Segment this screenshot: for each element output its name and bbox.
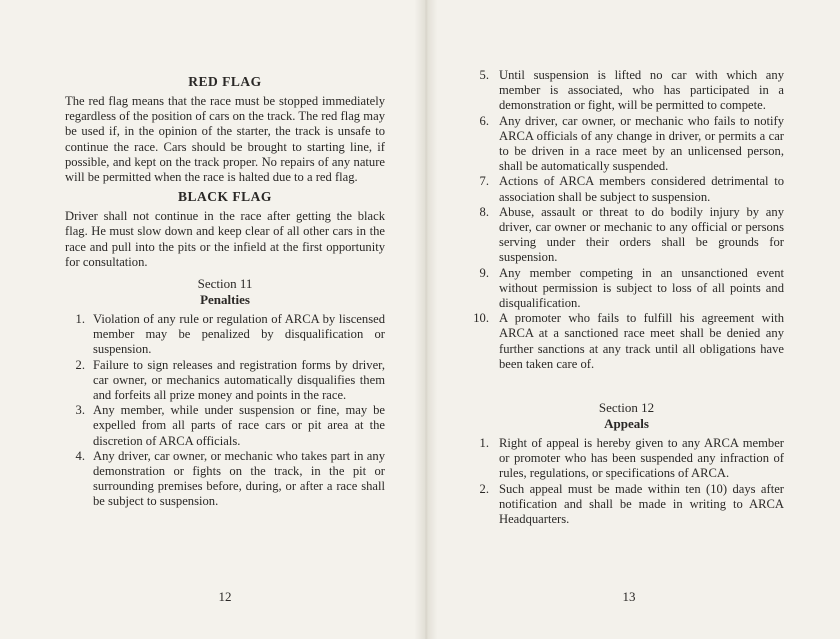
list-item-text: Failure to sign releases and registration forms by driver, car owner, or mechanics automatically disqualifies them and forfeits all prize money and points in the race.	[93, 357, 385, 403]
black-flag-paragraph: Driver shall not continue in the race after getting the black flag. He must slow down and keep clear of all other cars in the race and pull into the pits or the infield at the first opportunity for consultation.	[65, 209, 385, 269]
list-item-text: Any driver, car owner, or mechanic who takes part in any demonstration or fights on the track, in the pit or surrounding premises before, during, or after a race shall be subject to suspension.	[93, 448, 385, 509]
list-item-number: 2.	[75, 357, 85, 372]
list-item-number: 9.	[479, 265, 489, 280]
list-item	[469, 266, 784, 312]
list-item-number: 3.	[75, 403, 85, 418]
book-gutter	[415, 0, 437, 639]
list-item-number: 4.	[75, 448, 85, 463]
list-item-text: Right of appeal is hereby given to any ARCA member or promoter who has been suspended any infraction of rules, regulations, or specifications of ARCA.	[499, 436, 784, 481]
section-12-title: Section 12	[598, 400, 655, 416]
red-flag-heading: RED FLAG	[188, 74, 262, 89]
section-11-subtitle: Penalties	[200, 292, 250, 308]
list-item	[469, 114, 784, 175]
list-item	[469, 311, 784, 372]
section-12-subtitle: Appeals	[604, 416, 649, 432]
list-item-number: 2.	[479, 481, 489, 496]
list-item	[65, 358, 385, 404]
list-item-text: Abuse, assault or threat to do bodily injury by any driver, car owner or mechanic to any official or persons serving under their orders shall be grounds for suspension.	[499, 204, 784, 265]
list-item-text: Any member, while under suspension or fine, may be expelled from all parts of race cars or pit area at the discretion of ARCA officials.	[93, 403, 385, 448]
list-item-number: 5.	[479, 68, 489, 82]
spacer	[469, 372, 784, 394]
list-item-text: A promoter who fails to fulfill his agreement with ARCA at a sanctioned race meet shall be denied any further sanctions at any track until all obligations have been taken care of.	[499, 311, 784, 371]
list-item-text: Violation of any rule or regulation of ARCA by liscensed member may be penalized by disqualification or suspension.	[93, 312, 385, 357]
list-item-text: Such appeal must be made within ten (10) days after notification and shall be made in writing to ARCA Headquarters.	[499, 481, 784, 527]
right-page	[425, 0, 840, 639]
list-item-number: 1.	[75, 312, 85, 327]
list-item-number: 7.	[479, 174, 489, 189]
list-item	[469, 68, 784, 114]
list-item	[469, 205, 784, 266]
appeals-list	[469, 436, 784, 527]
section-11-title: Section 11	[197, 276, 253, 292]
black-flag-heading: BLACK FLAG	[178, 189, 272, 205]
penalties-list	[65, 312, 385, 510]
list-item	[469, 174, 784, 204]
list-item	[65, 403, 385, 449]
list-item	[469, 436, 784, 482]
penalties-list-continued	[469, 68, 784, 372]
left-page-content	[65, 68, 385, 510]
red-flag-paragraph: The red flag means that the race must be stopped immediately regardless of the position of cars on the track. The red flag may be used if, in the opinion of the starter, the track is unsafe to continue the race. Cars should be brought to starting line, if possible, and kept on the track proper. No repairs of any nature will be permitted when the race is halted due to a red flag.	[65, 94, 385, 185]
list-item-text: Until suspension is lifted no car with which any member is associated, who has participated in a demonstration or fight, will be permitted to compete.	[499, 68, 784, 113]
list-item	[469, 482, 784, 528]
page-number-left: 12	[218, 589, 232, 604]
list-item-text: Any driver, car owner, or mechanic who fails to notify ARCA officials of any change in driver, or permits a car to be driven in a race meet by an unlicensed person, shall be automatically suspended.	[499, 113, 784, 174]
list-item-number: 6.	[479, 113, 489, 128]
list-item-number: 8.	[479, 204, 489, 219]
list-item	[65, 449, 385, 510]
right-page-content	[469, 68, 784, 527]
list-item-number: 10.	[473, 311, 489, 326]
list-item-number: 1.	[479, 436, 489, 451]
list-item	[65, 312, 385, 358]
list-item-text: Any member competing in an unsanctioned event without permission is subject to loss of all points and disqualification.	[499, 265, 784, 311]
list-item-text: Actions of ARCA members considered detrimental to association shall be subject to suspension.	[499, 174, 784, 204]
page-number-right: 13	[622, 589, 636, 604]
